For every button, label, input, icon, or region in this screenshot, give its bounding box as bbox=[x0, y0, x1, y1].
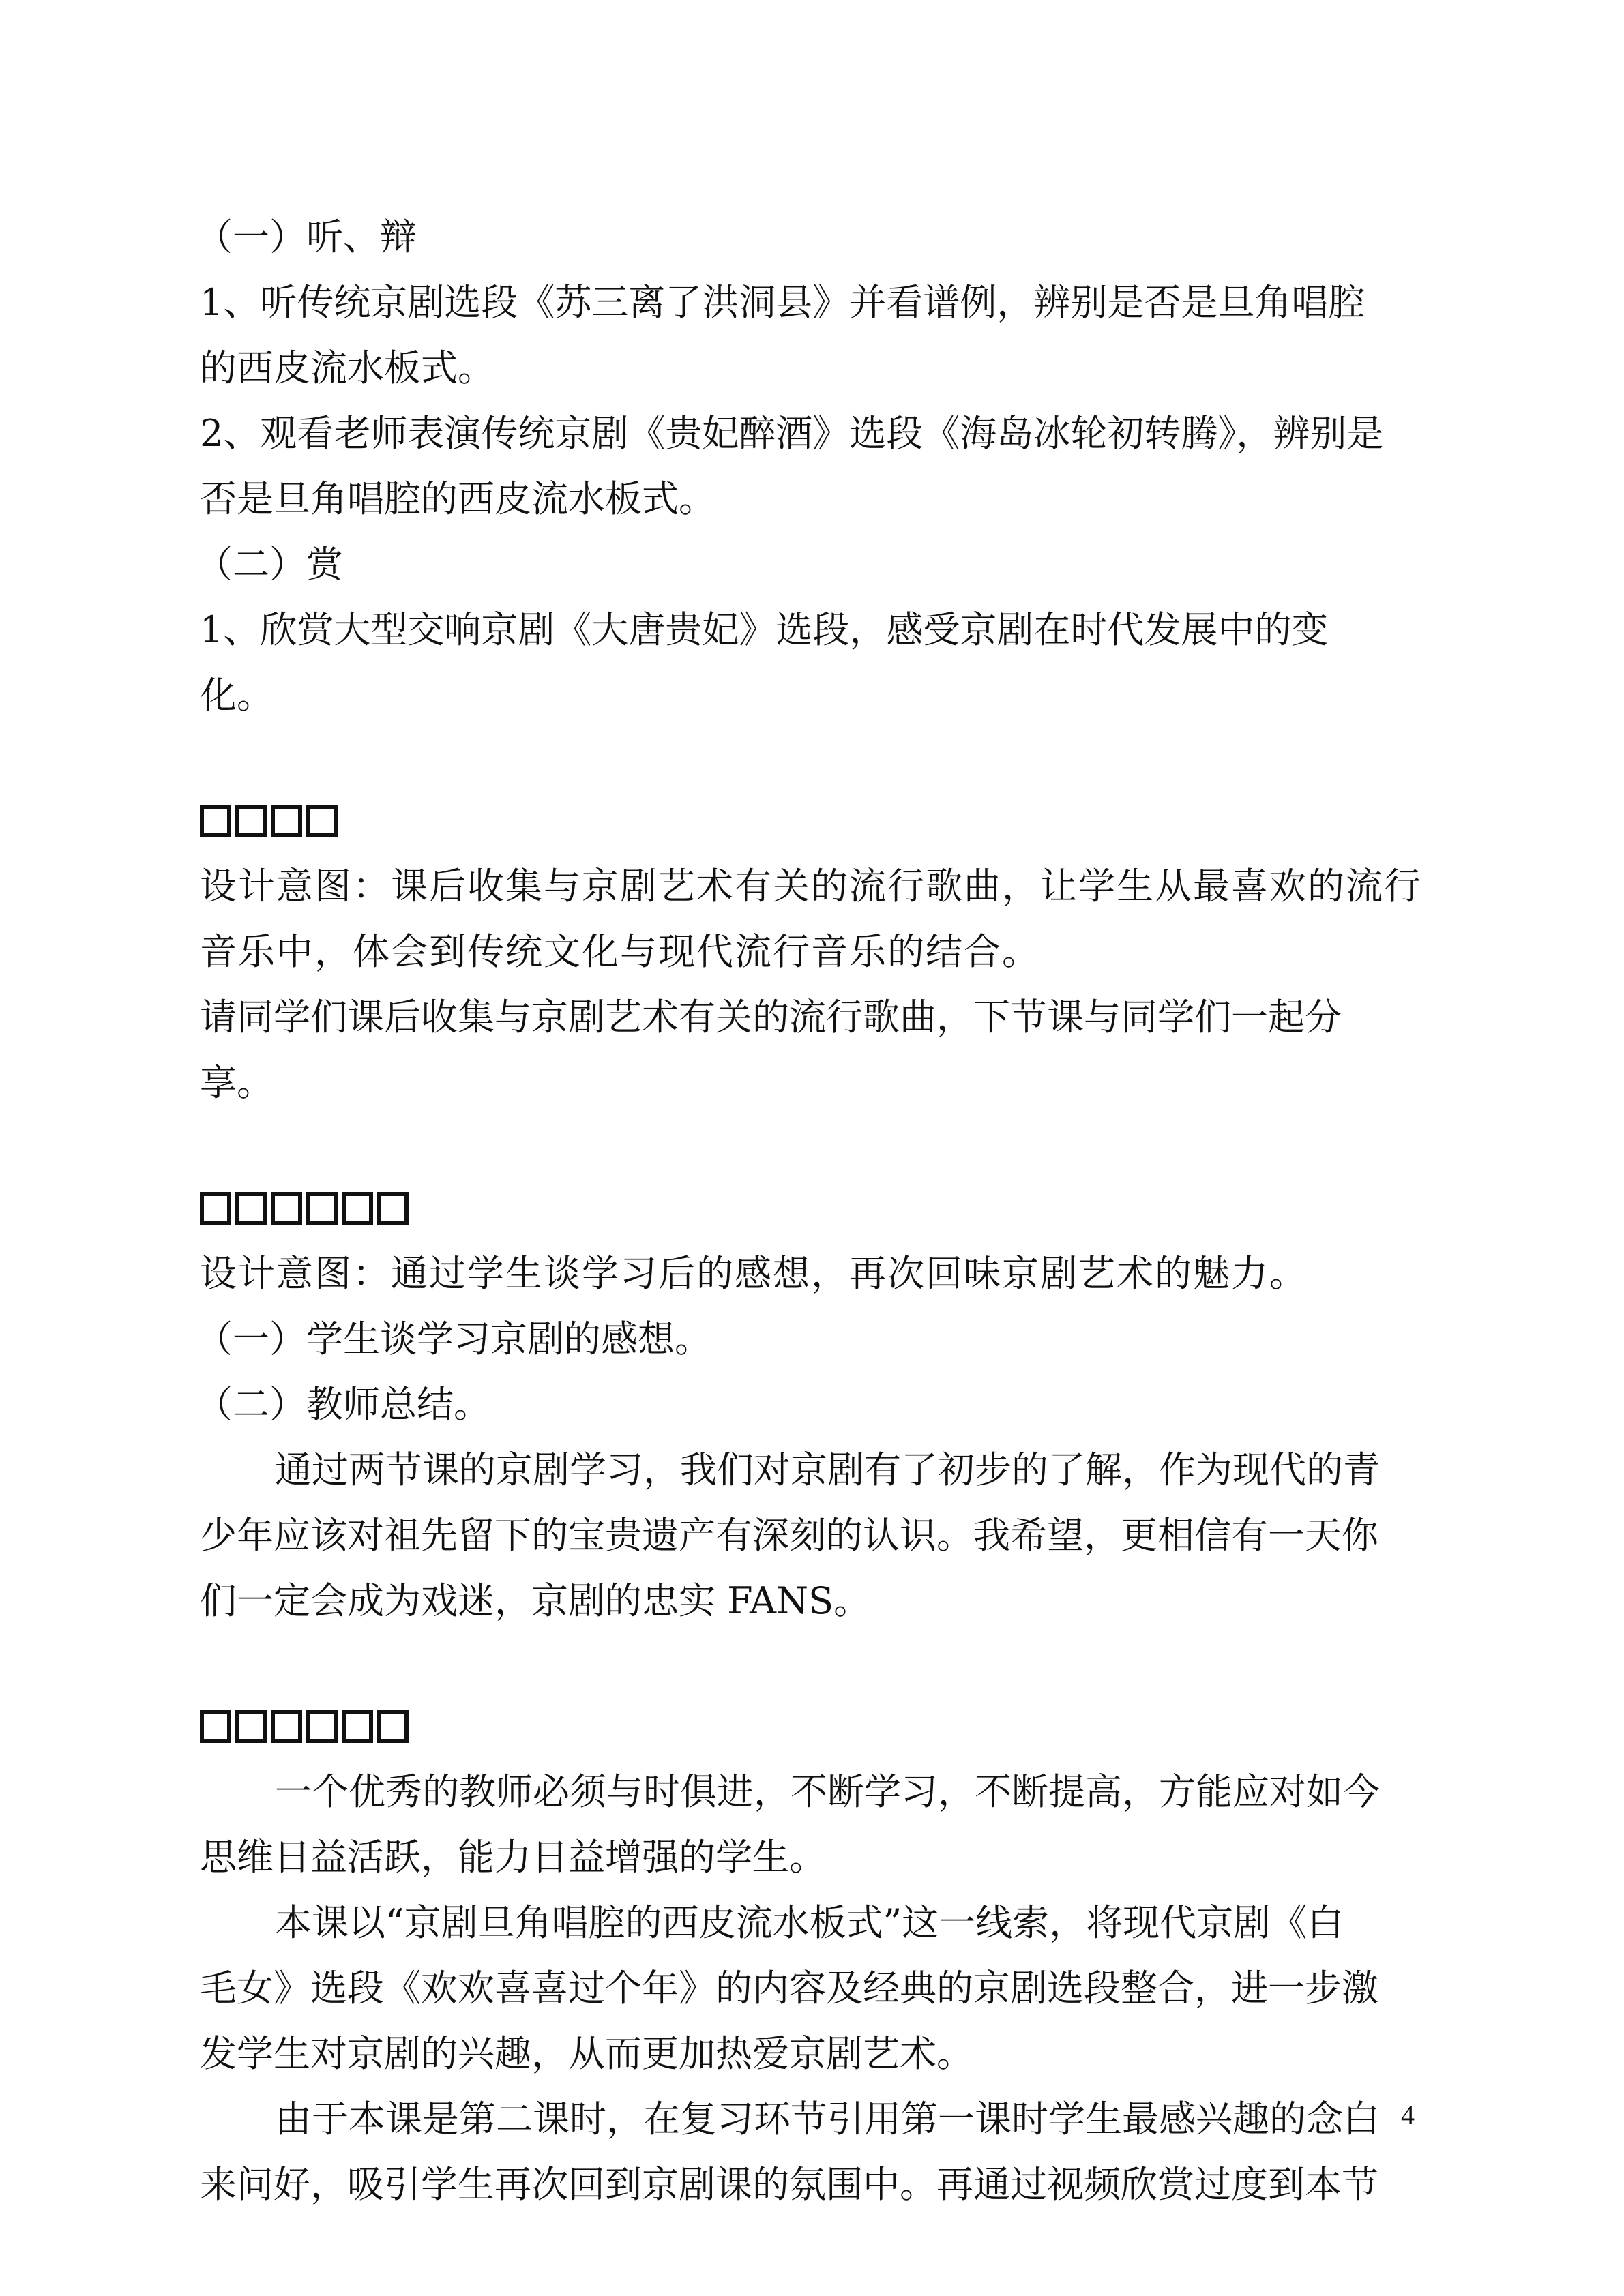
section-gap bbox=[200, 728, 1434, 788]
listen-item-1-line-2: 的西皮流水板式。 bbox=[200, 346, 494, 389]
missing-glyph-box bbox=[306, 805, 338, 837]
reflection-para-3-line-2: 来问好，吸引学生再次回到京剧课的氛围中。再通过视频欣赏过度到本节 bbox=[200, 2163, 1378, 2206]
missing-glyph-box bbox=[271, 1710, 302, 1743]
missing-glyph-box bbox=[271, 805, 302, 837]
reflection-para-3-line-1: 由于本课是第二课时，在复习环节引用第一课时学生最感兴趣的念白 bbox=[275, 2098, 1380, 2141]
homework-heading bbox=[200, 788, 1434, 854]
summary-intent: 设计意图：通过学生谈学习后的感想，再次回味京剧艺术的魅力。 bbox=[200, 1252, 1308, 1295]
homework-intent-line-2: 音乐中，体会到传统文化与现代流行音乐的结合。 bbox=[200, 930, 1040, 973]
reflection-heading bbox=[200, 1694, 1434, 1759]
reflection-para-1-line-1: 一个优秀的教师必须与时俱进，不断学习，不断提高，方能应对如今 bbox=[275, 1770, 1380, 1813]
missing-glyph-box bbox=[306, 1710, 338, 1743]
summary-paragraph-line-1: 通过两节课的京剧学习，我们对京剧有了初步的了解，作为现代的青 bbox=[275, 1448, 1380, 1491]
appreciate-item-1-line-2: 化。 bbox=[200, 674, 274, 717]
missing-glyph-box bbox=[200, 1710, 231, 1743]
listen-item-2-line-2: 否是旦角唱腔的西皮流水板式。 bbox=[200, 477, 715, 520]
reflection-para-2-line-3: 发学生对京剧的兴趣，从而更加热爱京剧艺术。 bbox=[200, 2032, 973, 2075]
section-gap bbox=[200, 1634, 1434, 1694]
listen-item-1-line-1: 1、听传统京剧选段《苏三离了洪洞县》并看谱例，辨别是否是旦角唱腔 bbox=[200, 281, 1365, 324]
listen-heading: （一）听、辩 bbox=[196, 215, 417, 258]
missing-glyph-box bbox=[200, 805, 231, 837]
summary-paragraph-line-2: 少年应该对祖先留下的宝贵遗产有深刻的认识。我希望，更相信有一天你 bbox=[200, 1514, 1378, 1557]
missing-glyph-box bbox=[377, 1710, 409, 1743]
appreciate-item-1-line-1: 1、欣赏大型交响京剧《大唐贵妃》选段，感受京剧在时代发展中的变 bbox=[200, 608, 1329, 651]
summary-item-1: （一）学生谈学习京剧的感想。 bbox=[196, 1317, 711, 1360]
missing-glyph-box bbox=[342, 1192, 373, 1225]
missing-glyph-box bbox=[306, 1192, 338, 1225]
missing-glyph-box bbox=[235, 1710, 267, 1743]
section-gap bbox=[200, 1116, 1434, 1176]
listen-item-2-line-1: 2、观看老师表演传统京剧《贵妃醉酒》选段《海岛冰轮初转腾》，辨别是 bbox=[200, 412, 1384, 455]
missing-glyph-box bbox=[342, 1710, 373, 1743]
page-content bbox=[196, 205, 1434, 2218]
missing-glyph-box bbox=[200, 1192, 231, 1225]
homework-body-line-1: 请同学们课后收集与京剧艺术有关的流行歌曲，下节课与同学们一起分 bbox=[200, 996, 1342, 1039]
reflection-para-2-line-1: 本课以“京剧旦角唱腔的西皮流水板式”这一线索，将现代京剧《白 bbox=[275, 1901, 1344, 1944]
missing-glyph-box bbox=[377, 1192, 409, 1225]
summary-item-2: （二）教师总结。 bbox=[196, 1383, 490, 1426]
appreciate-heading: （二）赏 bbox=[196, 543, 343, 586]
missing-glyph-box bbox=[235, 805, 267, 837]
missing-glyph-box bbox=[235, 1192, 267, 1225]
page-number: 4 bbox=[1401, 2100, 1415, 2130]
summary-heading bbox=[200, 1176, 1434, 1241]
homework-intent-line-1: 设计意图：课后收集与京剧艺术有关的流行歌曲，让学生从最喜欢的流行 bbox=[200, 865, 1422, 908]
homework-body-line-2: 享。 bbox=[200, 1061, 274, 1104]
reflection-para-2-line-2: 毛女》选段《欢欢喜喜过个年》的内容及经典的京剧选段整合，进一步激 bbox=[200, 1967, 1378, 2010]
summary-paragraph-line-3: 们一定会成为戏迷，京剧的忠实 FANS。 bbox=[200, 1579, 871, 1622]
reflection-para-1-line-2: 思维日益活跃，能力日益增强的学生。 bbox=[200, 1836, 826, 1879]
missing-glyph-box bbox=[271, 1192, 302, 1225]
